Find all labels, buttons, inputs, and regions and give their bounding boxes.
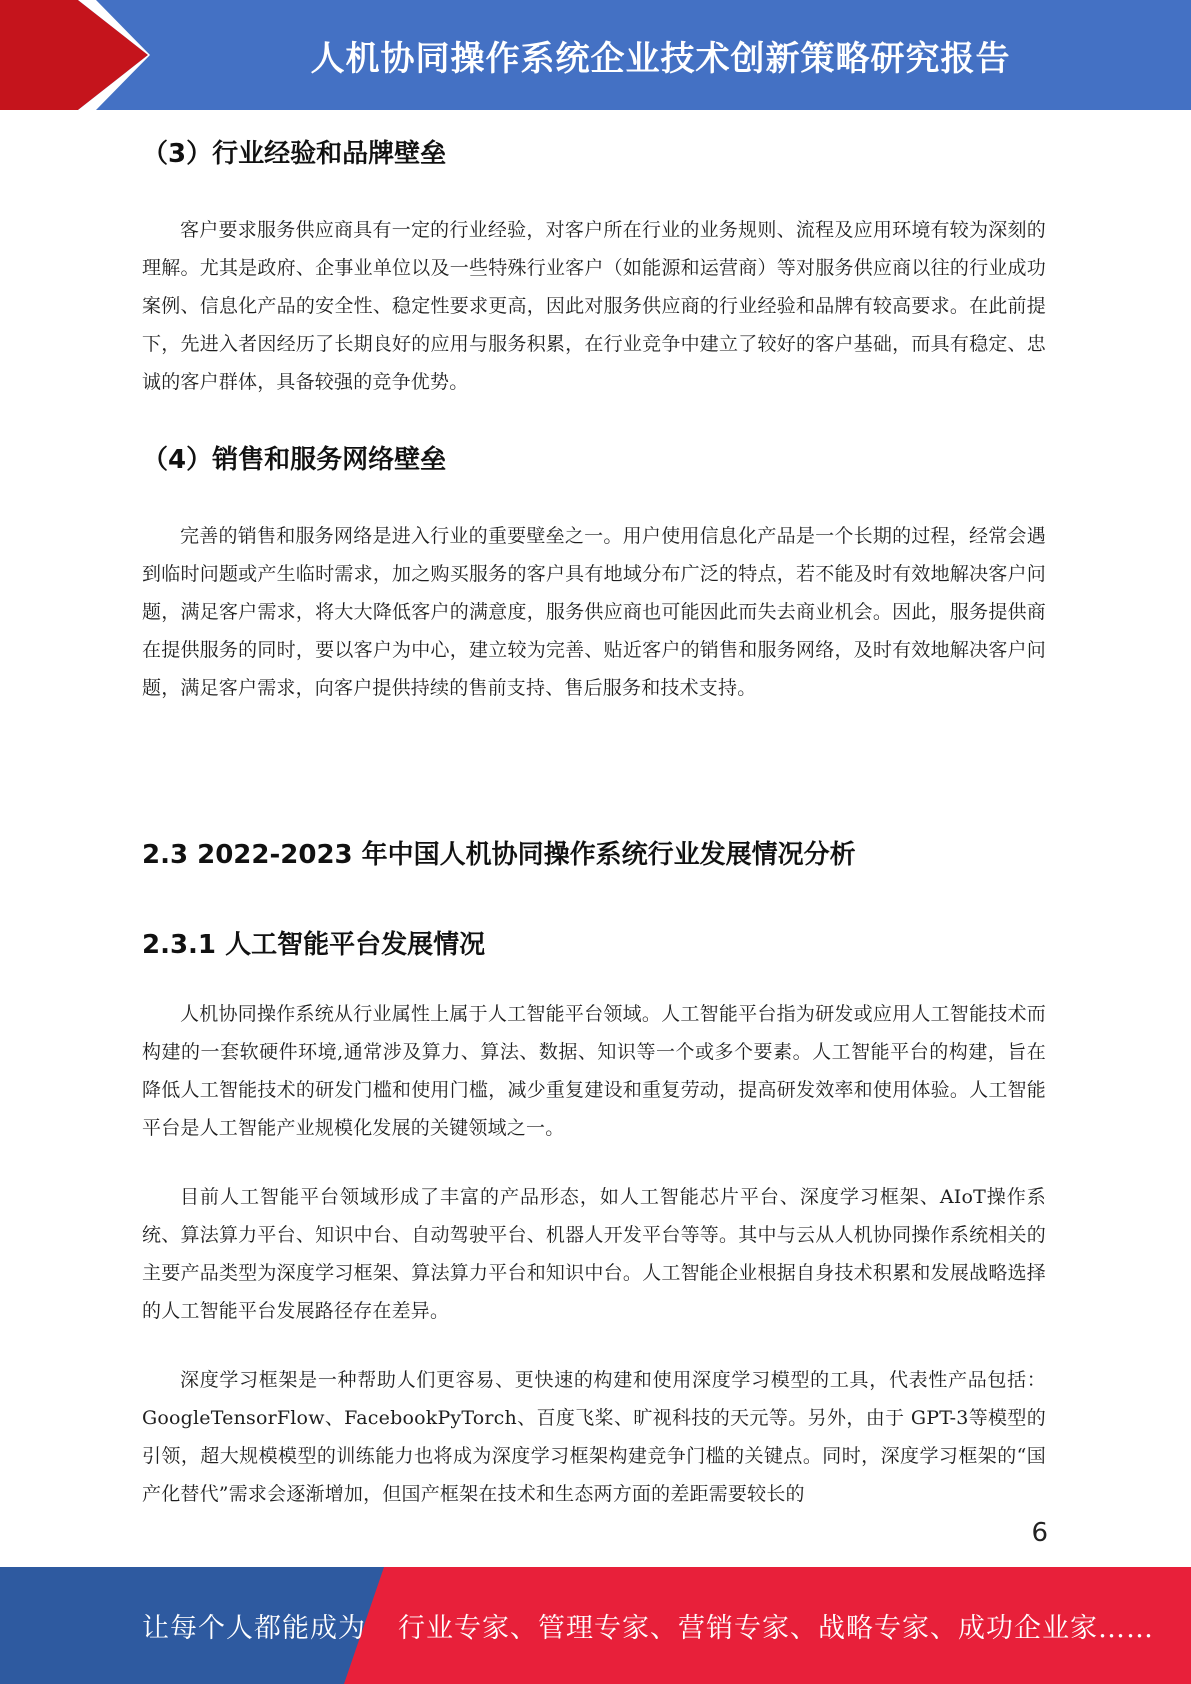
footer-slogan-left: 让每个人都能成为: [142, 1613, 366, 1644]
page-header: [0, 0, 1191, 110]
paragraph-ai-platform-intro: 人机协同操作系统从行业属性上属于人工智能平台领域。人工智能平台指为研发或应用人工智能技术而构建的一套软硬件环境,通常涉及算力、算法、数据、知识等一个或多个要素。人工智能平台的构建，旨在降低人工智能技术的研发门槛和使用门槛，减少重复建设和重复劳动，提高研发效率和使用体验。人工智能平台是人工智能产业规模化发展的关键领域之一。: [142, 1003, 1046, 1139]
footer-slogan-right: 行业专家、管理专家、营销专家、战略专家、成功企业家……: [398, 1613, 1154, 1644]
paragraph-sales-network-barrier: 完善的销售和服务网络是进入行业的重要壁垒之一。用户使用信息化产品是一个长期的过程，经常会遇到临时问题或产生临时需求，加之购买服务的客户具有地域分布广泛的特点，若不能及时有效地解决客户问题，满足客户需求，将大大降低客户的满意度，服务供应商也可能因此而失去商业机会。因此，服务提供商在提供服务的同时，要以客户为中心，建立较为完善、贴近客户的销售和服务网络，及时有效地解决客户问题，满足客户需求，向客户提供持续的售前支持、售后服务和技术支持。: [142, 525, 1046, 699]
paragraph-brand-barrier: 客户要求服务供应商具有一定的行业经验，对客户所在行业的业务规则、流程及应用环境有较为深刻的理解。尤其是政府、企事业单位以及一些特殊行业客户（如能源和运营商）等对服务供应商以往的行业成功案例、信息化产品的安全性、稳定性要求更高，因此对服务供应商的行业经验和品牌有较高要求。在此前提下，先进入者因经历了长期良好的应用与服务积累，在行业竞争中建立了较好的客户基础，而具有稳定、忠诚的客户群体，具备较强的竞争优势。: [142, 219, 1046, 393]
report-title: 人机协同操作系统企业技术创新策略研究报告: [310, 38, 1011, 79]
page-footer: [0, 1567, 1191, 1684]
red-chevron-decoration: [0, 0, 160, 110]
page-number: 6: [1031, 1518, 1048, 1548]
heading-section-2-3-1: 2.3.1 人工智能平台发展情况: [142, 930, 486, 960]
heading-section-2-3: 2.3 2022-2023 年中国人机协同操作系统行业发展情况分析: [142, 840, 856, 870]
paragraph-ai-platform-forms: 目前人工智能平台领域形成了丰富的产品形态，如人工智能芯片平台、深度学习框架、AIoT操作系统、算法算力平台、知识中台、自动驾驶平台、机器人开发平台等等。其中与云从人机协同操作系统相关的主要产品类型为深度学习框架、算法算力平台和知识中台。人工智能企业根据自身技术积累和发展战略选择的人工智能平台发展路径存在差异。: [142, 1186, 1046, 1322]
heading-sales-network-barrier: （4）销售和服务网络壁垒: [142, 445, 447, 475]
paragraph-deep-learning-frameworks: 深度学习框架是一种帮助人们更容易、更快速的构建和使用深度学习模型的工具，代表性产品包括：GoogleTensorFlow、FacebookPyTorch、百度飞桨、旷视科技的天元等。另外，由于 GPT-3等模型的引领，超大规模模型的训练能力也将成为深度学习框架构建竞争门槛的关键点。同时，深度学习框架的“国产化替代”需求会逐渐增加，但国产框架在技术和生态两方面的差距需要较长的: [142, 1369, 1046, 1505]
heading-brand-barrier: （3）行业经验和品牌壁垒: [142, 139, 447, 169]
